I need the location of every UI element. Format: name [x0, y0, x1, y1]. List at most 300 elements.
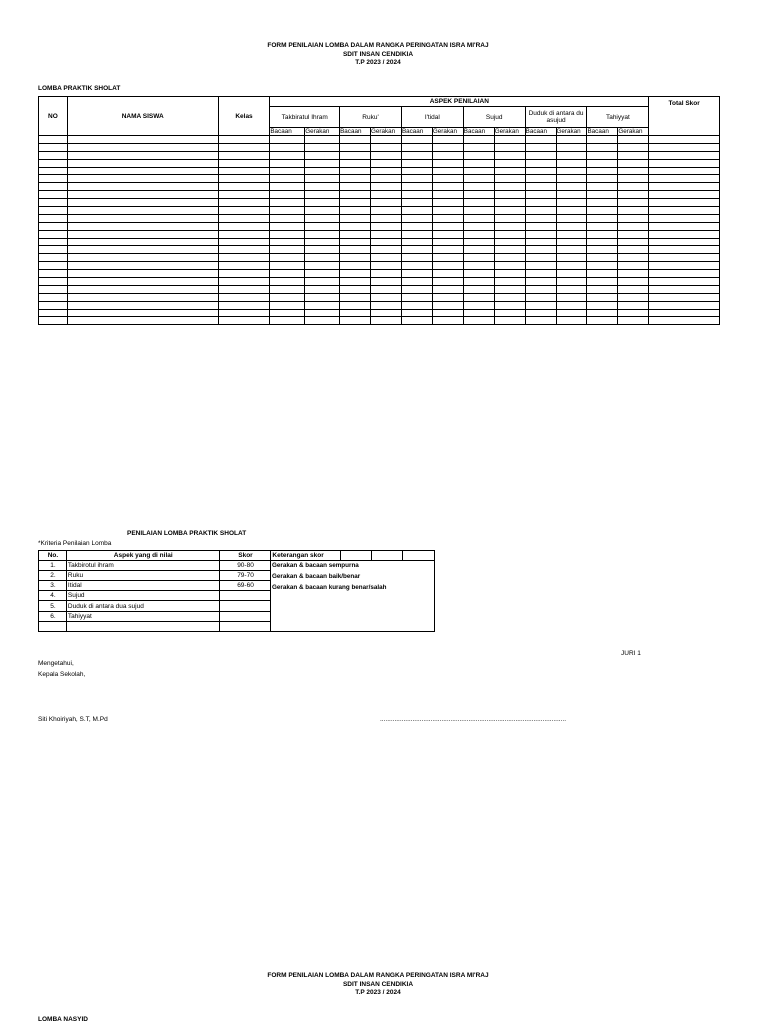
table-cell[interactable] — [39, 175, 68, 183]
table-cell[interactable] — [218, 293, 270, 301]
table-cell[interactable] — [218, 278, 270, 286]
table-cell[interactable] — [218, 143, 270, 151]
table-cell[interactable] — [556, 262, 587, 270]
table-cell[interactable] — [587, 238, 618, 246]
table-cell[interactable] — [494, 159, 525, 167]
table-cell[interactable] — [587, 254, 618, 262]
table-cell[interactable] — [39, 285, 68, 293]
table-cell[interactable] — [649, 254, 720, 262]
table-cell[interactable] — [432, 167, 463, 175]
table-cell[interactable] — [39, 246, 68, 254]
table-cell[interactable] — [587, 183, 618, 191]
table-cell[interactable] — [494, 199, 525, 207]
table-cell[interactable] — [270, 159, 305, 167]
table-cell[interactable] — [494, 191, 525, 199]
table-cell[interactable] — [270, 262, 305, 270]
table-cell[interactable] — [587, 167, 618, 175]
table-cell[interactable] — [649, 278, 720, 286]
table-cell[interactable] — [371, 175, 402, 183]
table-cell[interactable] — [463, 159, 494, 167]
table-cell[interactable] — [649, 214, 720, 222]
table-cell[interactable] — [305, 246, 340, 254]
table-cell[interactable] — [340, 293, 371, 301]
table-cell[interactable] — [463, 293, 494, 301]
table-cell[interactable] — [525, 254, 556, 262]
table-cell[interactable] — [67, 270, 218, 278]
table-cell[interactable] — [494, 143, 525, 151]
table-cell[interactable] — [618, 246, 649, 254]
table-cell[interactable] — [401, 151, 432, 159]
table-cell[interactable] — [432, 207, 463, 215]
table-cell[interactable] — [218, 175, 270, 183]
table-cell[interactable] — [218, 167, 270, 175]
table-cell[interactable] — [270, 151, 305, 159]
table-cell[interactable] — [218, 285, 270, 293]
table-cell[interactable] — [587, 199, 618, 207]
table-cell[interactable] — [371, 230, 402, 238]
table-cell[interactable] — [463, 230, 494, 238]
table-cell[interactable] — [371, 246, 402, 254]
table-cell[interactable] — [618, 317, 649, 325]
table-cell[interactable] — [618, 285, 649, 293]
table-cell[interactable] — [218, 136, 270, 144]
table-cell[interactable] — [401, 143, 432, 151]
table-cell[interactable] — [587, 222, 618, 230]
table-cell[interactable] — [432, 278, 463, 286]
table-cell[interactable] — [494, 246, 525, 254]
table-cell[interactable] — [401, 222, 432, 230]
table-cell[interactable] — [305, 175, 340, 183]
table-cell[interactable] — [432, 151, 463, 159]
table-cell[interactable] — [649, 191, 720, 199]
table-cell[interactable] — [432, 285, 463, 293]
table-cell[interactable] — [587, 285, 618, 293]
table-cell[interactable] — [39, 191, 68, 199]
table-cell[interactable] — [67, 199, 218, 207]
table-cell[interactable] — [618, 309, 649, 317]
table-cell[interactable] — [494, 262, 525, 270]
table-cell[interactable] — [39, 159, 68, 167]
table-cell[interactable] — [649, 199, 720, 207]
table-cell[interactable] — [39, 317, 68, 325]
table-cell[interactable] — [463, 207, 494, 215]
table-cell[interactable] — [463, 301, 494, 309]
table-cell[interactable] — [270, 246, 305, 254]
table-cell[interactable] — [463, 270, 494, 278]
table-cell[interactable] — [39, 301, 68, 309]
table-cell[interactable] — [270, 175, 305, 183]
table-cell[interactable] — [525, 285, 556, 293]
table-cell[interactable] — [618, 191, 649, 199]
table-cell[interactable] — [340, 167, 371, 175]
table-cell[interactable] — [556, 309, 587, 317]
table-cell[interactable] — [494, 309, 525, 317]
table-cell[interactable] — [432, 191, 463, 199]
table-cell[interactable] — [649, 270, 720, 278]
table-cell[interactable] — [305, 199, 340, 207]
table-cell[interactable] — [556, 254, 587, 262]
table-cell[interactable] — [305, 159, 340, 167]
table-cell[interactable] — [556, 143, 587, 151]
table-cell[interactable] — [587, 309, 618, 317]
table-cell[interactable] — [401, 254, 432, 262]
table-cell[interactable] — [587, 136, 618, 144]
table-cell[interactable] — [39, 278, 68, 286]
table-cell[interactable] — [371, 317, 402, 325]
table-cell[interactable] — [494, 207, 525, 215]
table-cell[interactable] — [618, 199, 649, 207]
table-cell[interactable] — [218, 214, 270, 222]
table-cell[interactable] — [649, 151, 720, 159]
table-cell[interactable] — [587, 262, 618, 270]
table-cell[interactable] — [649, 207, 720, 215]
table-cell[interactable] — [401, 183, 432, 191]
table-cell[interactable] — [463, 167, 494, 175]
table-cell[interactable] — [618, 254, 649, 262]
table-cell[interactable] — [463, 151, 494, 159]
table-cell[interactable] — [649, 222, 720, 230]
table-cell[interactable] — [432, 293, 463, 301]
table-cell[interactable] — [340, 159, 371, 167]
table-cell[interactable] — [270, 254, 305, 262]
table-cell[interactable] — [556, 301, 587, 309]
table-cell[interactable] — [618, 136, 649, 144]
table-cell[interactable] — [401, 246, 432, 254]
table-cell[interactable] — [340, 238, 371, 246]
table-cell[interactable] — [556, 214, 587, 222]
table-cell[interactable] — [525, 214, 556, 222]
table-cell[interactable] — [305, 207, 340, 215]
table-cell[interactable] — [39, 151, 68, 159]
table-cell[interactable] — [432, 270, 463, 278]
table-cell[interactable] — [494, 214, 525, 222]
table-cell[interactable] — [463, 278, 494, 286]
table-cell[interactable] — [556, 317, 587, 325]
table-cell[interactable] — [587, 230, 618, 238]
table-cell[interactable] — [401, 199, 432, 207]
table-cell[interactable] — [649, 183, 720, 191]
table-cell[interactable] — [340, 222, 371, 230]
table-cell[interactable] — [463, 214, 494, 222]
table-cell[interactable] — [432, 175, 463, 183]
table-cell[interactable] — [270, 278, 305, 286]
table-cell[interactable] — [371, 191, 402, 199]
table-cell[interactable] — [401, 317, 432, 325]
table-cell[interactable] — [305, 270, 340, 278]
table-cell[interactable] — [463, 222, 494, 230]
table-cell[interactable] — [525, 175, 556, 183]
table-cell[interactable] — [525, 270, 556, 278]
table-cell[interactable] — [270, 309, 305, 317]
table-cell[interactable] — [305, 317, 340, 325]
table-cell[interactable] — [494, 285, 525, 293]
table-cell[interactable] — [67, 143, 218, 151]
table-cell[interactable] — [556, 246, 587, 254]
table-cell[interactable] — [340, 214, 371, 222]
table-cell[interactable] — [432, 254, 463, 262]
table-cell[interactable] — [587, 270, 618, 278]
table-cell[interactable] — [67, 159, 218, 167]
table-cell[interactable] — [556, 183, 587, 191]
table-cell[interactable] — [556, 175, 587, 183]
table-cell[interactable] — [525, 159, 556, 167]
table-cell[interactable] — [270, 143, 305, 151]
table-cell[interactable] — [371, 262, 402, 270]
table-cell[interactable] — [463, 183, 494, 191]
table-cell[interactable] — [587, 317, 618, 325]
table-cell[interactable] — [371, 285, 402, 293]
table-cell[interactable] — [525, 309, 556, 317]
table-cell[interactable] — [587, 278, 618, 286]
table-cell[interactable] — [525, 246, 556, 254]
table-cell[interactable] — [270, 270, 305, 278]
table-cell[interactable] — [371, 270, 402, 278]
table-cell[interactable] — [218, 183, 270, 191]
table-cell[interactable] — [340, 285, 371, 293]
table-cell[interactable] — [305, 230, 340, 238]
table-cell[interactable] — [371, 167, 402, 175]
table-cell[interactable] — [556, 293, 587, 301]
table-cell[interactable] — [649, 167, 720, 175]
table-cell[interactable] — [340, 246, 371, 254]
table-cell[interactable] — [39, 136, 68, 144]
table-cell[interactable] — [463, 246, 494, 254]
table-cell[interactable] — [270, 222, 305, 230]
table-cell[interactable] — [270, 301, 305, 309]
table-cell[interactable] — [618, 293, 649, 301]
table-cell[interactable] — [67, 151, 218, 159]
table-cell[interactable] — [649, 159, 720, 167]
table-cell[interactable] — [218, 151, 270, 159]
table-cell[interactable] — [494, 238, 525, 246]
table-cell[interactable] — [556, 191, 587, 199]
table-cell[interactable] — [270, 238, 305, 246]
table-cell[interactable] — [556, 222, 587, 230]
table-cell[interactable] — [649, 238, 720, 246]
table-cell[interactable] — [432, 230, 463, 238]
table-cell[interactable] — [218, 317, 270, 325]
table-cell[interactable] — [371, 238, 402, 246]
table-cell[interactable] — [463, 175, 494, 183]
table-cell[interactable] — [618, 175, 649, 183]
table-cell[interactable] — [618, 207, 649, 215]
table-cell[interactable] — [371, 151, 402, 159]
table-cell[interactable] — [494, 301, 525, 309]
table-cell[interactable] — [494, 222, 525, 230]
table-cell[interactable] — [556, 199, 587, 207]
table-cell[interactable] — [618, 214, 649, 222]
table-cell[interactable] — [218, 270, 270, 278]
table-cell[interactable] — [67, 222, 218, 230]
table-cell[interactable] — [525, 143, 556, 151]
table-cell[interactable] — [432, 183, 463, 191]
table-cell[interactable] — [618, 262, 649, 270]
table-cell[interactable] — [556, 278, 587, 286]
table-cell[interactable] — [432, 238, 463, 246]
table-cell[interactable] — [525, 199, 556, 207]
table-cell[interactable] — [618, 183, 649, 191]
table-cell[interactable] — [525, 293, 556, 301]
table-cell[interactable] — [494, 175, 525, 183]
table-cell[interactable] — [67, 167, 218, 175]
table-cell[interactable] — [525, 151, 556, 159]
table-cell[interactable] — [305, 285, 340, 293]
table-cell[interactable] — [463, 285, 494, 293]
table-cell[interactable] — [67, 293, 218, 301]
table-cell[interactable] — [525, 167, 556, 175]
table-cell[interactable] — [39, 293, 68, 301]
table-cell[interactable] — [371, 301, 402, 309]
table-cell[interactable] — [618, 167, 649, 175]
table-cell[interactable] — [587, 293, 618, 301]
table-cell[interactable] — [463, 191, 494, 199]
table-cell[interactable] — [401, 278, 432, 286]
table-cell[interactable] — [305, 254, 340, 262]
table-cell[interactable] — [67, 309, 218, 317]
table-cell[interactable] — [649, 317, 720, 325]
table-cell[interactable] — [371, 199, 402, 207]
table-cell[interactable] — [340, 278, 371, 286]
table-cell[interactable] — [218, 301, 270, 309]
table-cell[interactable] — [401, 175, 432, 183]
table-cell[interactable] — [305, 222, 340, 230]
table-cell[interactable] — [556, 151, 587, 159]
table-cell[interactable] — [218, 159, 270, 167]
table-cell[interactable] — [432, 262, 463, 270]
table-cell[interactable] — [67, 301, 218, 309]
table-cell[interactable] — [39, 230, 68, 238]
table-cell[interactable] — [67, 278, 218, 286]
table-cell[interactable] — [556, 136, 587, 144]
table-cell[interactable] — [463, 262, 494, 270]
table-cell[interactable] — [270, 293, 305, 301]
table-cell[interactable] — [525, 301, 556, 309]
table-cell[interactable] — [432, 301, 463, 309]
table-cell[interactable] — [305, 183, 340, 191]
table-cell[interactable] — [340, 199, 371, 207]
table-cell[interactable] — [270, 230, 305, 238]
table-cell[interactable] — [432, 214, 463, 222]
table-cell[interactable] — [67, 238, 218, 246]
table-cell[interactable] — [432, 246, 463, 254]
table-cell[interactable] — [270, 317, 305, 325]
table-cell[interactable] — [39, 254, 68, 262]
table-cell[interactable] — [401, 309, 432, 317]
table-cell[interactable] — [371, 222, 402, 230]
table-cell[interactable] — [649, 301, 720, 309]
table-cell[interactable] — [67, 246, 218, 254]
table-cell[interactable] — [371, 309, 402, 317]
table-cell[interactable] — [525, 222, 556, 230]
table-cell[interactable] — [371, 143, 402, 151]
table-cell[interactable] — [305, 136, 340, 144]
table-cell[interactable] — [432, 317, 463, 325]
table-cell[interactable] — [218, 222, 270, 230]
table-cell[interactable] — [39, 309, 68, 317]
table-cell[interactable] — [371, 278, 402, 286]
table-cell[interactable] — [270, 285, 305, 293]
table-cell[interactable] — [270, 207, 305, 215]
table-cell[interactable] — [401, 238, 432, 246]
table-cell[interactable] — [587, 246, 618, 254]
table-cell[interactable] — [401, 262, 432, 270]
table-cell[interactable] — [305, 151, 340, 159]
table-cell[interactable] — [39, 222, 68, 230]
table-cell[interactable] — [401, 293, 432, 301]
table-cell[interactable] — [305, 238, 340, 246]
table-cell[interactable] — [494, 270, 525, 278]
table-cell[interactable] — [401, 301, 432, 309]
table-cell[interactable] — [67, 214, 218, 222]
table-cell[interactable] — [305, 143, 340, 151]
table-cell[interactable] — [587, 301, 618, 309]
table-cell[interactable] — [67, 183, 218, 191]
table-cell[interactable] — [432, 143, 463, 151]
table-cell[interactable] — [67, 285, 218, 293]
table-cell[interactable] — [587, 207, 618, 215]
table-cell[interactable] — [218, 254, 270, 262]
table-cell[interactable] — [556, 207, 587, 215]
table-cell[interactable] — [432, 136, 463, 144]
table-cell[interactable] — [340, 151, 371, 159]
table-cell[interactable] — [525, 317, 556, 325]
table-cell[interactable] — [39, 207, 68, 215]
table-cell[interactable] — [494, 293, 525, 301]
table-cell[interactable] — [270, 191, 305, 199]
table-cell[interactable] — [556, 167, 587, 175]
table-cell[interactable] — [463, 143, 494, 151]
table-cell[interactable] — [305, 214, 340, 222]
table-cell[interactable] — [340, 254, 371, 262]
table-cell[interactable] — [39, 270, 68, 278]
table-cell[interactable] — [39, 143, 68, 151]
table-cell[interactable] — [340, 262, 371, 270]
table-cell[interactable] — [305, 309, 340, 317]
table-cell[interactable] — [494, 183, 525, 191]
table-cell[interactable] — [587, 143, 618, 151]
table-cell[interactable] — [67, 254, 218, 262]
table-cell[interactable] — [67, 191, 218, 199]
table-cell[interactable] — [494, 278, 525, 286]
table-cell[interactable] — [340, 175, 371, 183]
table-cell[interactable] — [340, 309, 371, 317]
table-cell[interactable] — [432, 199, 463, 207]
table-cell[interactable] — [463, 199, 494, 207]
table-cell[interactable] — [587, 159, 618, 167]
table-cell[interactable] — [340, 191, 371, 199]
table-cell[interactable] — [218, 238, 270, 246]
table-cell[interactable] — [218, 246, 270, 254]
table-cell[interactable] — [525, 230, 556, 238]
table-cell[interactable] — [270, 167, 305, 175]
table-cell[interactable] — [556, 230, 587, 238]
table-cell[interactable] — [525, 207, 556, 215]
table-cell[interactable] — [401, 270, 432, 278]
table-cell[interactable] — [649, 143, 720, 151]
table-cell[interactable] — [525, 238, 556, 246]
table-cell[interactable] — [371, 254, 402, 262]
table-cell[interactable] — [587, 175, 618, 183]
table-cell[interactable] — [270, 199, 305, 207]
table-cell[interactable] — [618, 270, 649, 278]
table-cell[interactable] — [432, 159, 463, 167]
table-cell[interactable] — [494, 254, 525, 262]
table-cell[interactable] — [218, 230, 270, 238]
table-cell[interactable] — [401, 207, 432, 215]
table-cell[interactable] — [401, 159, 432, 167]
table-cell[interactable] — [556, 270, 587, 278]
table-cell[interactable] — [618, 222, 649, 230]
